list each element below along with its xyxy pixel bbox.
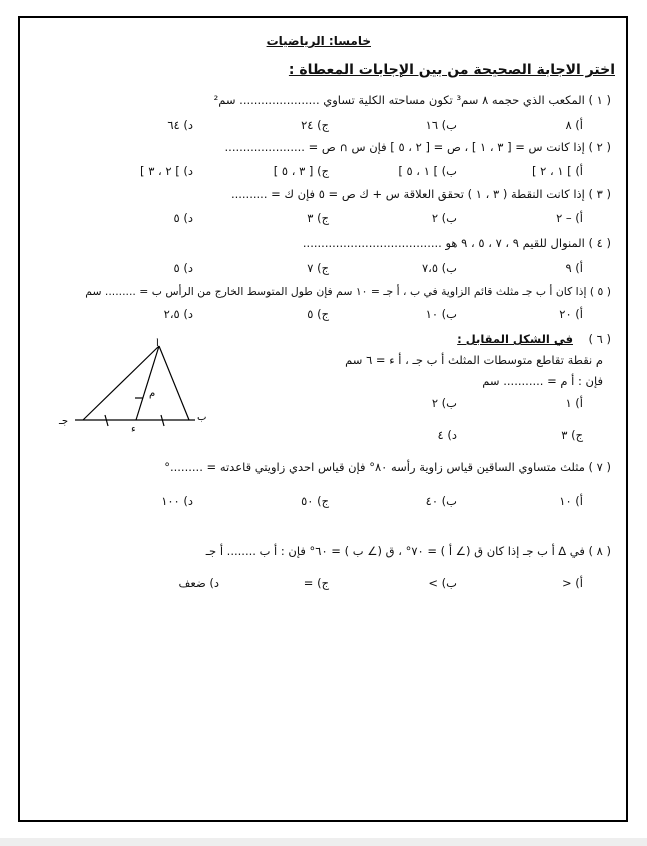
q3-option-a[interactable]: أ) – ٢ bbox=[556, 211, 583, 225]
q1-option-a[interactable]: أ) ٨ bbox=[565, 118, 583, 132]
question-6-figure-title: في الشكل المقابل : bbox=[457, 332, 573, 346]
question-8-stem: ( ٨ ) في ∆ أ ب جـ إذا كان ق (∠ أ ) = ٧٠° ، ق (∠ ب ) = ٦٠° فإن : أ ب ........ أ جـ bbox=[205, 544, 611, 558]
question-4-stem: ( ٤ ) المنوال للقيم ٩ ، ٧ ، ٥ ، ٩ هو ...................................... bbox=[302, 236, 611, 250]
q8-option-a[interactable]: أ) < bbox=[562, 576, 583, 590]
q4-option-b[interactable]: ب) ٧،٥ bbox=[421, 261, 457, 275]
q6-option-b[interactable]: ب) ٢ bbox=[431, 396, 457, 410]
label-centroid: م bbox=[149, 388, 156, 399]
question-5-stem: ( ٥ ) إذا كان أ ب جـ مثلث قائم الزاوية في ب ، أ جـ = ١٠ سم فإن طول المتوسط الخارج من الرأس ب = ......... سم bbox=[85, 285, 611, 298]
q2-option-d[interactable]: د) ] ٢ ، ٣ ] bbox=[140, 164, 193, 178]
q7-option-c[interactable]: ج) ٥٠ bbox=[301, 494, 329, 508]
q7-option-d[interactable]: د) ١٠٠ bbox=[161, 494, 193, 508]
q8-option-d[interactable]: د) ضعف bbox=[178, 576, 219, 590]
q2-option-b[interactable]: ب) ] ١ ، ٥ ] bbox=[398, 164, 457, 178]
q3-option-b[interactable]: ب) ٢ bbox=[431, 211, 457, 225]
question-7-stem: ( ٧ ) مثلث متساوي الساقين قياس زاوية رأسه ٨٠° فإن قياس احدي زاويتي قاعدته = .........° bbox=[164, 460, 611, 474]
section-title: خامسا: الرياضيات bbox=[266, 34, 371, 48]
label-midpoint: ء bbox=[131, 424, 136, 433]
question-6-label: ( ٦ ) bbox=[588, 332, 611, 346]
label-apex: أ bbox=[156, 338, 159, 349]
q6-option-c[interactable]: ج) ٣ bbox=[561, 428, 583, 442]
question-6-line1: م نقطة تقاطع متوسطات المثلث أ ب جـ ، أ ء = ٦ سم bbox=[345, 353, 603, 367]
label-vertex-b: ب bbox=[197, 412, 207, 423]
q3-option-d[interactable]: د) ٥ bbox=[173, 211, 193, 225]
q5-option-b[interactable]: ب) ١٠ bbox=[425, 307, 457, 321]
q3-option-c[interactable]: ج) ٣ bbox=[307, 211, 329, 225]
q7-option-b[interactable]: ب) ٤٠ bbox=[425, 494, 457, 508]
q2-option-c[interactable]: ج) [ ٣ ، ٥ ] bbox=[273, 164, 329, 178]
q4-option-a[interactable]: أ) ٩ bbox=[565, 261, 583, 275]
q4-option-c[interactable]: ج) ٧ bbox=[307, 261, 329, 275]
q1-option-b[interactable]: ب) ١٦ bbox=[425, 118, 457, 132]
triangle-figure bbox=[55, 338, 220, 433]
q1-option-c[interactable]: ج) ٢٤ bbox=[301, 118, 329, 132]
side-right-ab bbox=[159, 346, 189, 420]
q5-option-d[interactable]: د) ٢،٥ bbox=[163, 307, 193, 321]
question-6-line2: فإن : أ م = ........... سم bbox=[482, 374, 603, 388]
q8-option-b[interactable]: ب) > bbox=[428, 576, 457, 590]
page-bottom-strip bbox=[0, 838, 647, 846]
q6-option-d[interactable]: د) ٤ bbox=[437, 428, 457, 442]
label-vertex-c: جـ bbox=[59, 416, 69, 427]
q6-option-a[interactable]: أ) ١ bbox=[565, 396, 583, 410]
question-2-stem: ( ٢ ) إذا كانت س = [ ٣ ، ١ ] ، ص = [ ٢ ، ٥ ] فإن س ∩ ص = ...................... bbox=[224, 140, 611, 154]
q4-option-d[interactable]: د) ٥ bbox=[173, 261, 193, 275]
instruction-heading: اختر الاجابة الصحيحة من بين الإجابات المعطاة : bbox=[288, 62, 615, 78]
q5-option-c[interactable]: ج) ٥ bbox=[307, 307, 329, 321]
question-3-stem: ( ٣ ) إذا كانت النقطة ( ٣ ، ١ ) تحقق العلاقة س + ك ص = ٥ فإن ك = .......... bbox=[230, 187, 611, 201]
q7-option-a[interactable]: أ) ١٠ bbox=[559, 494, 583, 508]
q8-option-c[interactable]: ج) = bbox=[303, 576, 329, 590]
q2-option-a[interactable]: أ) ] ١ ، ٢ ] bbox=[531, 164, 583, 178]
question-1-stem: ( ١ ) المكعب الذي حجمه ٨ سم³ تكون مساحته الكلية تساوي ...................... سم² bbox=[213, 93, 611, 107]
q5-option-a[interactable]: أ) ٢٠ bbox=[559, 307, 583, 321]
q1-option-d[interactable]: د) ٦٤ bbox=[167, 118, 193, 132]
